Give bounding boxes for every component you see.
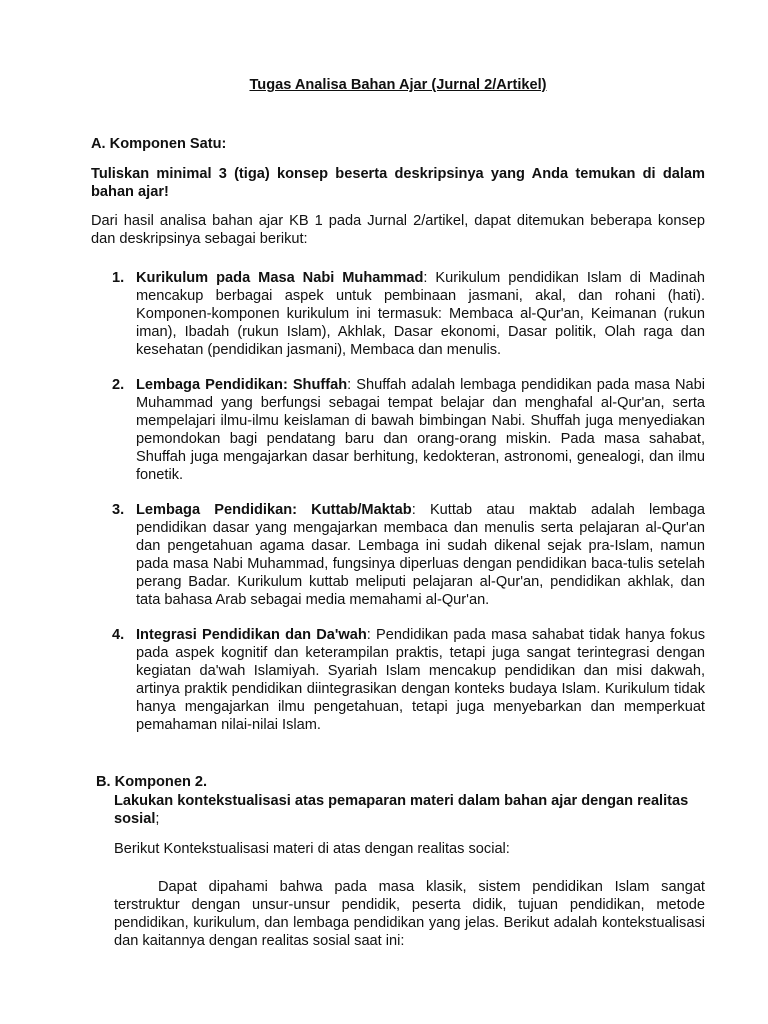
concept-description: : Kurikulum pendidikan Islam di Madinah mencakup berbagai aspek untuk pembinaan jasmani, akal, dan rohani (hati). Komponen-komponen kurikulum ini termasuk: Membaca al-Qur'an, Keimanan (rukun iman), Ibadah (rukun Islam), Akhlak, Dasar ekonomi, Dasar politik, Olah raga dan kesehatan (pendidikan jasmani), Membaca dan menulis. bbox=[136, 270, 705, 358]
section-b-intro: Berikut Kontekstualisasi materi di atas dengan realitas social: bbox=[114, 841, 510, 857]
concept-item bbox=[91, 501, 705, 609]
concept-number: 3. bbox=[112, 502, 125, 518]
concept-term: Kurikulum pada Masa Nabi Muhammad bbox=[136, 270, 424, 286]
section-b-instruction-bold: Lakukan kontekstualisasi atas pemaparan materi dalam bahan ajar dengan realitas sosial bbox=[114, 793, 689, 827]
concept-description: : Pendidikan pada masa sahabat tidak hanya fokus pada aspek kognitif dan keterampilan praktis, tetapi juga sangat terintegrasi dengan kegiatan da'wah Islamiyah. Syariah Islam mencakup pendidikan dan misi dakwah, artinya praktik pendidikan diintegrasikan dengan konteks budaya Islam. Kurikulum tidak hanya mengajarkan ilmu pengetahuan, tetapi juga menyebarkan dan memperkuat pemahaman nilai-nilai Islam. bbox=[136, 627, 705, 733]
concept-number: 1. bbox=[112, 270, 125, 286]
section-b-heading: B. Komponen 2. bbox=[96, 774, 208, 790]
concept-item bbox=[91, 626, 705, 734]
section-b-instruction-tail: ; bbox=[155, 811, 160, 827]
concept-number: 2. bbox=[112, 377, 125, 393]
concept-description: : Shuffah adalah lembaga pendidikan pada masa Nabi Muhammad yang berfungsi sebagai tempat belajar dan menghafal al-Qur'an, serta mempelajari ilmu-ilmu keislaman di bawah bimbingan Nabi. Shuffah juga menyediakan pemondokan bagi pendatang baru dan orang-orang miskin. Pada masa sahabat, Shuffah juga mengajarkan dasar berhitung, kedokteran, astronomi, genealogi, dan ilmu fonetik. bbox=[136, 377, 705, 483]
concept-item bbox=[91, 269, 705, 359]
section-a-instruction: Tuliskan minimal 3 (tiga) konsep beserta deskripsinya yang Anda temukan di dalam bahan ajar! bbox=[91, 166, 705, 200]
section-a-intro: Dari hasil analisa bahan ajar KB 1 pada Jurnal 2/artikel, dapat ditemukan beberapa konsep dan deskripsinya sebagai berikut: bbox=[91, 213, 705, 247]
concept-term: Lembaga Pendidikan: Shuffah bbox=[136, 377, 348, 393]
concept-list bbox=[91, 269, 705, 751]
concept-number: 4. bbox=[112, 627, 125, 643]
section-b-instruction bbox=[114, 792, 705, 828]
concept-description: : Kuttab atau maktab adalah lembaga pendidikan dasar yang mengajarkan membaca dan menulis serta pelajaran al-Qur'an dan pengetahuan agama dasar. Lembaga ini sudah dikenal sejak pra-Islam, namun pada masa Nabi Muhammad, fungsinya diperluas dengan pendidikan baca-tulis setelah perang Badar. Kurikulum kuttab meliputi pelajaran al-Qur'an, pendidikan akhlak, dan tata bahasa Arab sebagai media memahami al-Qur'an. bbox=[136, 502, 705, 608]
section-a-heading: A. Komponen Satu: bbox=[91, 136, 227, 152]
concept-term: Lembaga Pendidikan: Kuttab/Maktab bbox=[136, 502, 412, 518]
concept-term: Integrasi Pendidikan dan Da'wah bbox=[136, 627, 367, 643]
document-title: Tugas Analisa Bahan Ajar (Jurnal 2/Artikel) bbox=[249, 77, 547, 93]
section-b-paragraph: Dapat dipahami bahwa pada masa klasik, sistem pendidikan Islam sangat terstruktur dengan unsur-unsur pendidik, peserta didik, tujuan pendidikan, metode pendidikan, kurikulum, dan lembaga pendidikan yang jelas. Berikut adalah kontekstualisasi dan kaitannya dengan realitas sosial saat ini: bbox=[114, 879, 705, 949]
concept-item bbox=[91, 376, 705, 484]
